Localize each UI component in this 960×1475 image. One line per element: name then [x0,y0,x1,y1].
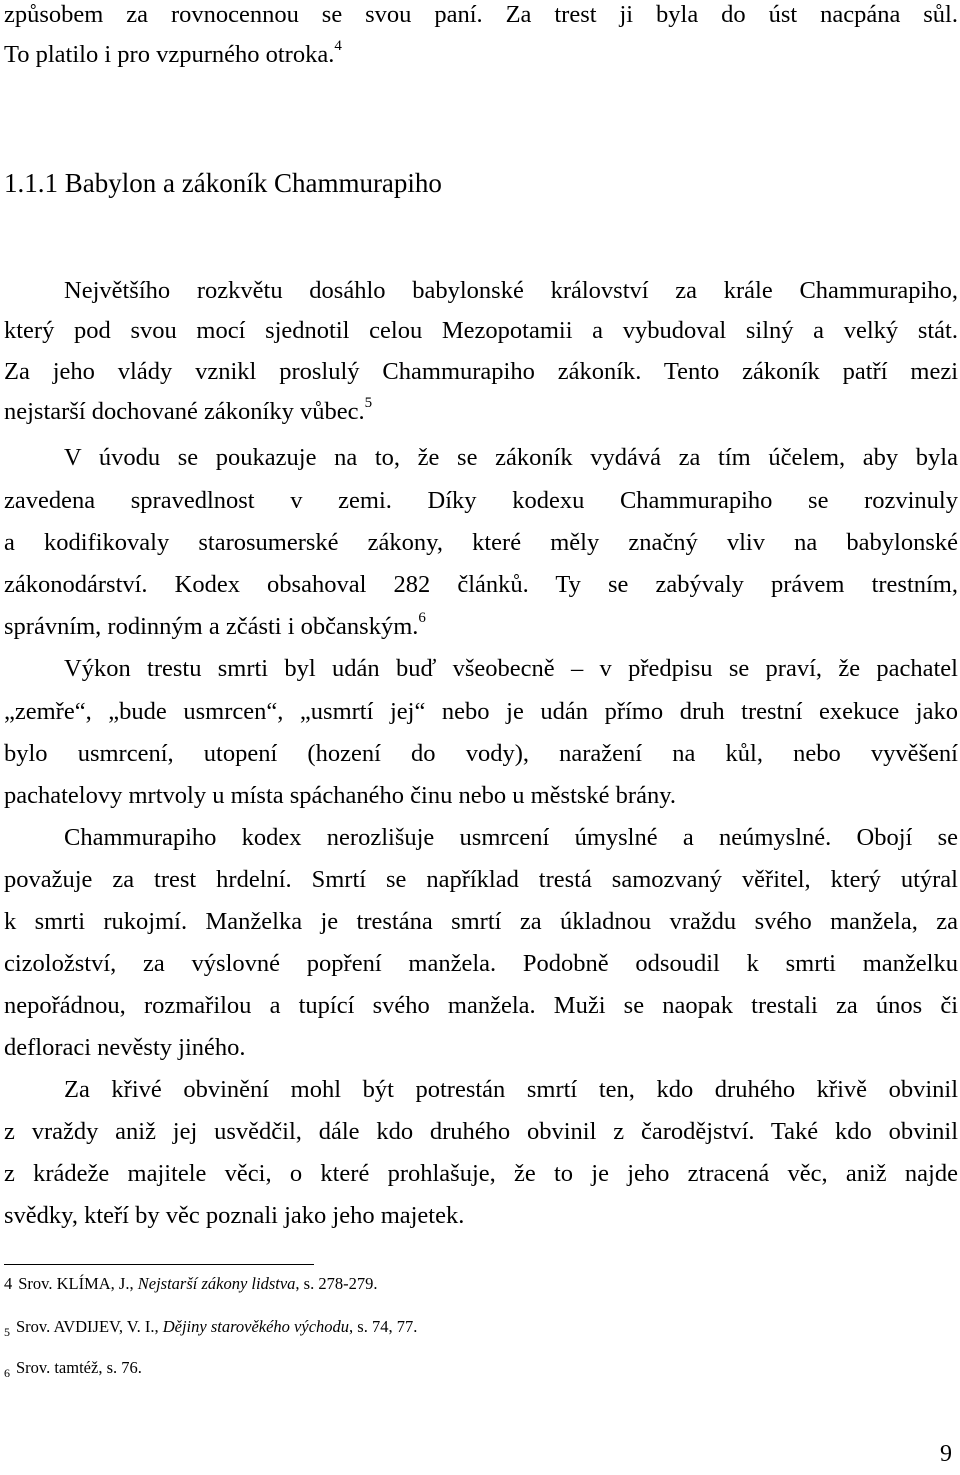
footnote-text: , s. 74, 77. [349,1317,418,1336]
body-line: svědky, kteří by věc poznali jako jeho majetek. [4,1202,465,1229]
body-line [4,609,958,642]
page-number: 9 [940,1441,952,1467]
body-line-text: správním, rodinným a zčásti i občanským. [4,613,419,640]
footnote-title: Dějiny starověkého východu [162,1317,350,1336]
footnote-text: , s. 278-279. [295,1274,378,1293]
body-line: cizoložství, za výslovné popření manžela. Podobně odsoudil k smrti manželku [4,950,958,977]
body-line: zákonodárství. Kodex obsahoval 282 článků. Ty se zabývaly právem trestním, [4,571,958,598]
body-line-text: nejstarší dochované zákoníky vůbec. [4,398,365,425]
body-line: z krádeže majitele věci, o které prohlašuje, že to je jeho ztracená věc, aniž najde [4,1160,958,1187]
footnote-text: Srov. KLÍMA, J., [18,1274,138,1293]
body-line: defloraci nevěsty jiného. [4,1034,246,1061]
footnote-ref: 5 [364,394,373,411]
footnote-title: Nejstarší zákony lidstva [137,1274,296,1293]
footnote-ref: 6 [418,609,426,626]
body-line: Za křivé obvinění mohl být potrestán smrtí ten, kdo druhého křivě obvinil [64,1076,958,1103]
body-line: považuje za trest hrdelní. Smrtí se například trestá samozvaný věřitel, který utýral [4,866,958,893]
body-line: způsobem za rovnocennou se svou paní. Za trest ji byla do úst nacpána sůl. [4,1,958,28]
footnote-ref: 4 [334,37,342,54]
body-line: bylo usmrcení, utopení (hození do vody), naražení na kůl, nebo vyvěšení [4,740,958,767]
footnote [4,1317,417,1338]
body-line: nepořádnou, rozmařilou a tupící svého manžela. Muži se naopak trestali za únos či [4,992,958,1019]
body-line: V úvodu se poukazuje na to, že se zákoník vydává za tím účelem, aby byla [64,444,958,471]
body-line: Za jeho vlády vznikl proslulý Chammurapiho zákoník. Tento zákoník patří mezi [4,358,958,385]
body-line: Největšího rozkvětu dosáhlo babylonské království za krále Chammurapiho, [64,277,958,304]
footnote-text: Srov. AVDIJEV, V. I., [16,1317,163,1336]
body-line: „zemře“, „bude usmrcen“, „usmrtí jej“ nebo je udán přímo druh trestní exekuce jako [4,698,958,725]
footnote-number: 5 [4,1325,10,1339]
body-line [4,37,958,70]
body-line: který pod svou mocí sjednotil celou Mezopotamii a vybudoval silný a velký stát. [4,317,958,344]
footnote-number: 6 [4,1366,10,1380]
footnote [4,1274,377,1294]
body-line: k smrti rukojmí. Manželka je trestána smrtí za úkladnou vraždu svého manžela, za [4,908,958,935]
section-heading: 1.1.1 Babylon a zákoník Chammurapiho [4,168,442,198]
body-line: Chammurapiho kodex nerozlišuje usmrcení úmyslné a neúmyslné. Obojí se [64,824,958,851]
body-line-text: To platilo i pro vzpurného otroka. [4,41,335,68]
body-line: Výkon trestu smrti byl udán buď všeobecně – v předpisu se praví, že pachatel [64,655,958,682]
body-line: a kodifikovaly starosumerské zákony, které měly značný vliv na babylonské [4,529,958,556]
footnote-text: Srov. tamtéž, s. 76. [16,1358,142,1377]
footnote-separator [4,1264,314,1265]
footnote-number: 4 [4,1274,13,1293]
body-line: z vraždy aniž jej usvědčil, dále kdo druhého obvinil z čarodějství. Také kdo obvinil [4,1118,958,1145]
footnote [4,1358,142,1379]
body-line: zavedena spravedlnost v zemi. Díky kodexu Chammurapiho se rozvinuly [4,487,958,514]
body-line [4,394,958,427]
body-line: pachatelovy mrtvoly u místa spáchaného činu nebo u městské brány. [4,782,676,809]
